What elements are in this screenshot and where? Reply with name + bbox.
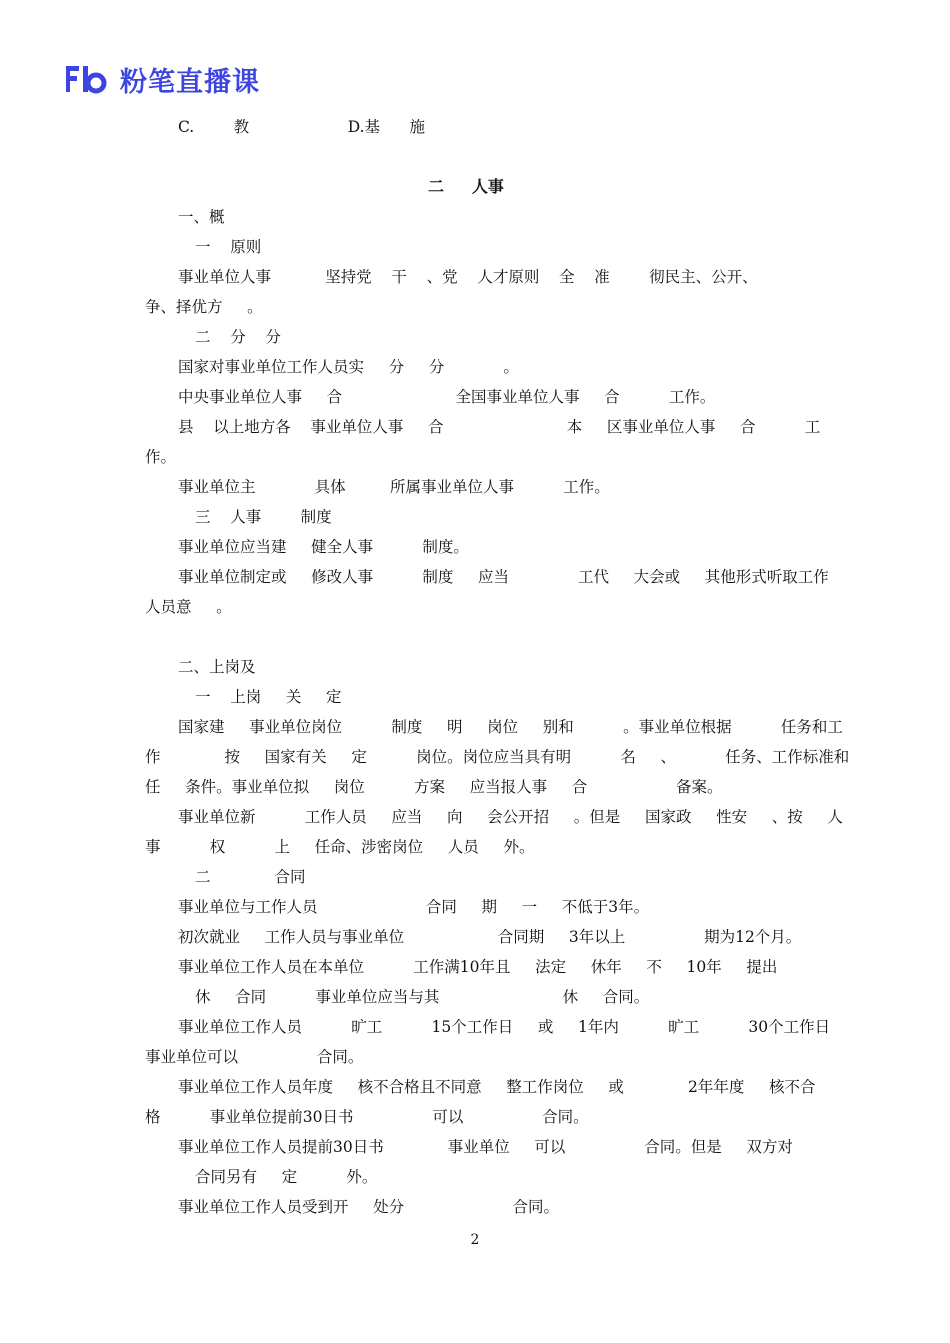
text-line: 中央事业单位人事 合 全国事业单位人事 合 工作。 bbox=[178, 388, 716, 406]
text-line: 合同另有 定 外。 bbox=[195, 1168, 378, 1186]
text-line: C. 教 D.基 施 bbox=[178, 118, 426, 136]
text-line: 一 上岗 关 定 bbox=[195, 688, 342, 706]
text-line: 事业单位主 具体 所属事业单位人事 工作。 bbox=[178, 478, 610, 496]
text-line: 事业单位工作人员 旷工 15个工作日 或 1年内 旷工 30个工作日 bbox=[178, 1018, 831, 1036]
text-line: 事业单位工作人员年度 核不合格且不同意 整工作岗位 或 2年年度 核不合 bbox=[178, 1078, 816, 1096]
text-line: 事业单位工作人员提前30日书 事业单位 可以 合同。但是 双方对 bbox=[178, 1138, 793, 1156]
section-title: 二 人事 bbox=[428, 177, 504, 196]
text-line: 任 条件。事业单位拟 岗位 方案 应当报人事 合 备案。 bbox=[145, 778, 723, 796]
text-line: 事业单位与工作人员 合同 期 一 不低于3年。 bbox=[178, 898, 650, 916]
text-line: 休 合同 事业单位应当与其 休 合同。 bbox=[195, 988, 650, 1006]
text-line: 事业单位制定或 修改人事 制度 应当 工代 大会或 其他形式听取工作 bbox=[178, 568, 829, 586]
text-line: 事 权 上 任命、涉密岗位 人员 外。 bbox=[145, 838, 535, 856]
text-line: 初次就业 工作人员与事业单位 合同期 3年以上 期为12个月。 bbox=[178, 928, 802, 946]
text-line: 事业单位应当建 健全人事 制度。 bbox=[178, 538, 469, 556]
text-line: 事业单位工作人员在本单位 工作满10年且 法定 休年 不 10年 提出 bbox=[178, 958, 778, 976]
text-line: 三 人事 制度 bbox=[195, 508, 332, 526]
brand-logo bbox=[66, 62, 260, 96]
text-line: 格 事业单位提前30日书 可以 合同。 bbox=[145, 1108, 589, 1126]
page-number: 2 bbox=[470, 1232, 480, 1248]
text-line: 二 分 分 bbox=[195, 328, 281, 346]
text-line: 国家对事业单位工作人员实 分 分 。 bbox=[178, 358, 519, 376]
text-line: 事业单位新 工作人员 应当 向 会公开招 。但是 国家政 性安 、按 人 bbox=[178, 808, 843, 826]
text-line: 国家建 事业单位岗位 制度 明 岗位 别和 。事业单位根据 任务和工 bbox=[178, 718, 843, 736]
text-line: 事业单位工作人员受到开 处分 合同。 bbox=[178, 1198, 560, 1216]
brand-name: 粉笔直播课 bbox=[120, 66, 260, 98]
fb-logo-icon bbox=[66, 63, 110, 95]
text-line: 争、择优方 。 bbox=[145, 298, 263, 316]
text-line: 事业单位可以 合同。 bbox=[145, 1048, 364, 1066]
text-line: 人员意 。 bbox=[145, 598, 232, 616]
text-line: 事业单位人事 坚持党 干 、党 人才原则 全 准 彻民主、公开、 bbox=[178, 268, 758, 286]
text-line: 一、概 bbox=[178, 208, 225, 226]
text-line: 二、上岗及 bbox=[178, 658, 256, 676]
text-line: 作。 bbox=[145, 448, 177, 466]
text-line: 一 原则 bbox=[195, 238, 262, 256]
text-line: 作 按 国家有关 定 岗位。岗位应当具有明 名 、 任务、工作标准和 bbox=[145, 748, 850, 766]
text-line: 二 合同 bbox=[195, 868, 306, 886]
text-line: 县 以上地方各 事业单位人事 合 本 区事业单位人事 合 工 bbox=[178, 418, 821, 436]
